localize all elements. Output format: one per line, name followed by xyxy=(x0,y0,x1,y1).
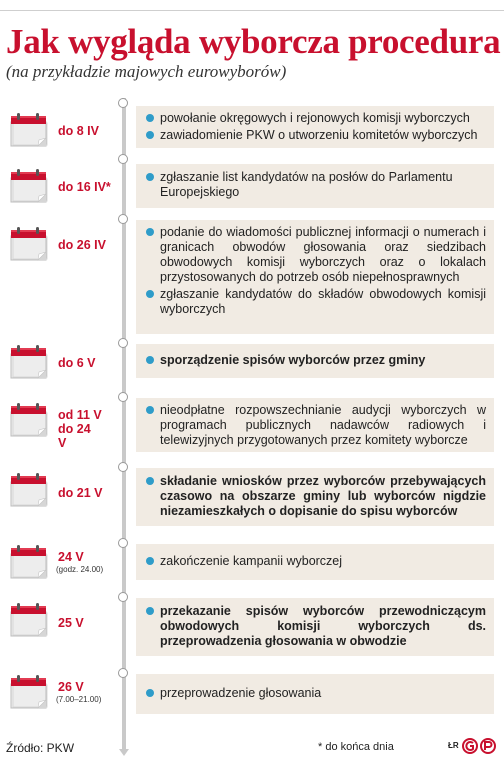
bullet-icon xyxy=(146,406,154,414)
bullet-icon xyxy=(146,131,154,139)
timeline-marker xyxy=(118,592,128,602)
event-box xyxy=(136,468,494,526)
bullet-icon xyxy=(146,607,154,615)
timeline-marker xyxy=(118,214,128,224)
calendar-icon xyxy=(8,674,50,710)
event-box xyxy=(136,674,494,714)
bullet-icon xyxy=(146,114,154,122)
bullet-icon xyxy=(146,173,154,181)
timeline-marker xyxy=(118,338,128,348)
event-item: sporządzenie spisów wyborców przez gminy xyxy=(146,353,486,368)
source-note: Źródło: PKW xyxy=(6,741,75,755)
timeline-axis xyxy=(122,98,126,750)
event-date: do 6 V xyxy=(58,356,96,370)
event-date: 26 V (7.00–21.00) xyxy=(56,680,102,704)
timeline-marker xyxy=(118,98,128,108)
event-date: do 16 IV* xyxy=(58,180,111,194)
timeline-marker xyxy=(118,668,128,678)
bullet-icon xyxy=(146,477,154,485)
bullet-icon xyxy=(146,228,154,236)
event-date: do 21 V xyxy=(58,486,103,500)
publisher-logo xyxy=(462,738,500,754)
event-date-note: (godz. 24.00) xyxy=(56,565,104,574)
timeline-marker xyxy=(118,538,128,548)
bullet-icon xyxy=(146,689,154,697)
calendar-icon xyxy=(8,168,50,204)
event-box xyxy=(136,344,494,378)
event-box xyxy=(136,598,494,656)
timeline-marker xyxy=(118,462,128,472)
calendar-icon xyxy=(8,472,50,508)
footnote: * do końca dnia xyxy=(318,741,394,753)
event-date: do 8 IV xyxy=(58,124,99,138)
event-box xyxy=(136,398,494,452)
event-box xyxy=(136,544,494,580)
event-item: zawiadomienie PKW o utworzeniu komitetów wyborczych xyxy=(146,128,486,143)
bullet-icon xyxy=(146,557,154,565)
author-credit: ŁR xyxy=(448,741,459,750)
bullet-icon xyxy=(146,356,154,364)
event-item: przeprowadzenie głosowania xyxy=(146,686,486,701)
page-title: Jak wygląda wyborcza procedura xyxy=(6,22,501,61)
calendar-icon xyxy=(8,602,50,638)
event-item: przekazanie spisów wyborców przewodniczącym obwodowych komisji wyborczych ds. przeprowadzenia głosowania w obwodzie xyxy=(146,604,486,649)
calendar-icon xyxy=(8,544,50,580)
calendar-icon xyxy=(8,112,50,148)
event-date-note: (7.00–21.00) xyxy=(56,695,102,704)
timeline-marker xyxy=(118,392,128,402)
calendar-icon xyxy=(8,226,50,262)
event-box xyxy=(136,164,494,208)
bullet-icon xyxy=(146,290,154,298)
event-date: 25 V xyxy=(58,616,84,630)
event-item: powołanie okręgowych i rejonowych komisji wyborczych xyxy=(146,111,486,126)
event-item: składanie wniosków przez wyborców przebywających czasowo na obszarze gminy lub wyborców nigdzie niezamieszkałych o dopisanie do spisu wyborców xyxy=(146,474,486,519)
event-date: od 11 V do 24 V xyxy=(58,408,102,450)
event-item: zakończenie kampanii wyborczej xyxy=(146,554,486,569)
event-item: zgłaszanie list kandydatów na posłów do Parlamentu Europejskiego xyxy=(146,170,486,200)
event-box xyxy=(136,220,494,334)
event-item: nieodpłatne rozpowszechnianie audycji wyborczych w programach publicznych nadawców radiowych i telewizyjnych przygotowanych przez komitety wyborcze xyxy=(146,403,486,448)
timeline-marker xyxy=(118,154,128,164)
event-item: podanie do wiadomości publicznej informacji o numerach i granicach obwodów głosowania oraz siedzibach obwodowych komisji wyborczych oraz o lokalach przystosowanych do potrzeb osób niepełnosprawnych xyxy=(146,225,486,285)
calendar-icon xyxy=(8,344,50,380)
event-box xyxy=(136,106,494,148)
event-date: 24 V (godz. 24.00) xyxy=(56,550,104,574)
top-rule xyxy=(0,10,504,11)
event-date: do 26 IV xyxy=(58,238,106,252)
event-item: zgłaszanie kandydatów do składów obwodowych komisji wyborczych xyxy=(146,287,486,317)
page-subtitle: (na przykładzie majowych eurowyborów) xyxy=(6,62,287,81)
calendar-icon xyxy=(8,402,50,438)
